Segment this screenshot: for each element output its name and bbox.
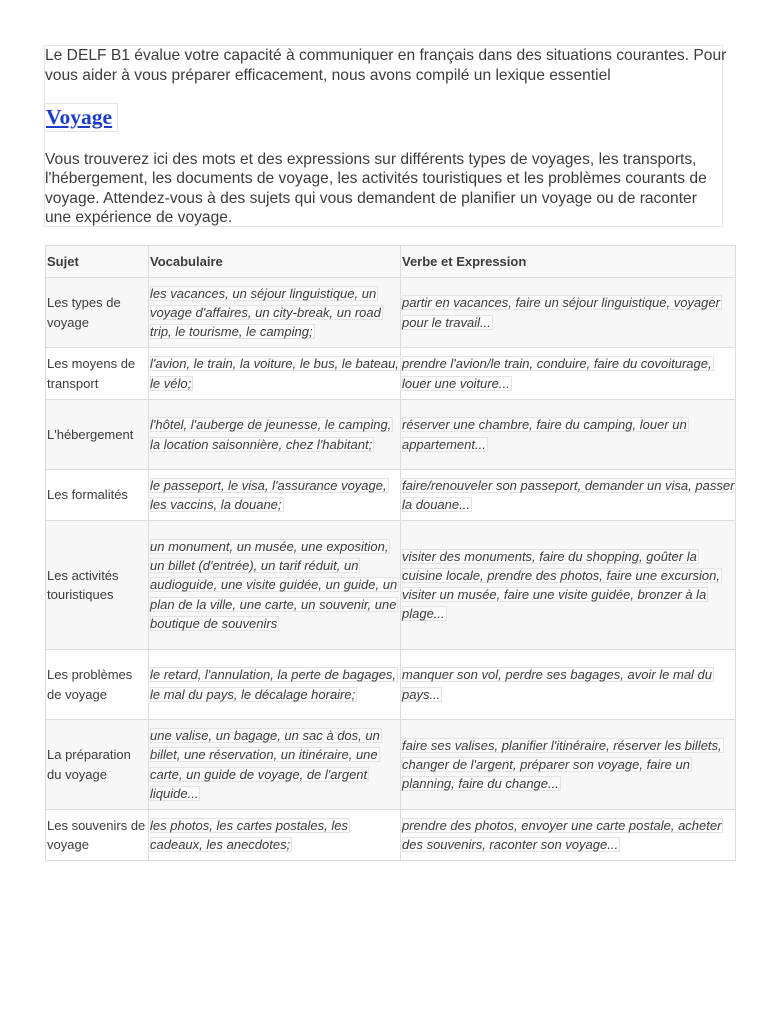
verbes-text: manquer son vol, perdre ses bagages, avoir le mal du pays... xyxy=(402,667,713,702)
cell-verbes xyxy=(401,720,736,810)
cell-verbes xyxy=(401,400,736,470)
header-sujet: Sujet xyxy=(46,246,149,278)
vocabulaire-text: l'hôtel, l'auberge de jeunesse, le camping, la location saisonnière, chez l'habitant; xyxy=(150,417,392,452)
table-row xyxy=(46,720,736,810)
table-row xyxy=(46,650,736,720)
vocabulaire-text: le retard, l'annulation, la perte de bagages, le mal du pays, le décalage horaire; xyxy=(150,667,397,702)
cell-sujet: Les moyens de transport xyxy=(46,348,149,400)
cell-sujet: Les activités touristiques xyxy=(46,521,149,650)
verbes-text: faire/renouveler son passeport, demander un visa, passer la douane... xyxy=(402,477,735,512)
cell-vocabulaire xyxy=(149,650,401,720)
cell-vocabulaire xyxy=(149,400,401,470)
vocabulaire-text: les photos, les cartes postales, les cadeaux, les anecdotes; xyxy=(150,817,348,852)
table-row xyxy=(46,470,736,521)
cell-verbes xyxy=(401,521,736,650)
cell-vocabulaire xyxy=(149,521,401,650)
cell-sujet: Les souvenirs de voyage xyxy=(46,810,149,861)
header-vocabulaire: Vocabulaire xyxy=(149,246,401,278)
vocabulaire-text: un monument, un musée, une exposition, un billet (d'entrée), un tarif réduit, un audioguide, une visite guidée, un guide, un plan de la ville, une carte, un souvenir, une boutique de souvenirs xyxy=(150,538,398,631)
verbes-text: partir en vacances, faire un séjour linguistique, voyager pour le travail... xyxy=(402,295,720,330)
cell-verbes xyxy=(401,470,736,521)
intro-paragraph: Le DELF B1 évalue votre capacité à communiquer en français dans des situations courantes. Pour vous aider à vous préparer efficacement, nous avons compilé un lexique essentiel xyxy=(45,47,727,84)
cell-verbes xyxy=(401,348,736,400)
vocabulaire-text: une valise, un bagage, un sac à dos, un billet, une réservation, un itinéraire, une carte, un guide de voyage, de l'argent liquide... xyxy=(150,728,380,801)
vocabulaire-text: l'avion, le train, la voiture, le bus, le bateau, le vélo; xyxy=(150,356,399,391)
table-row xyxy=(46,278,736,348)
verbes-text: faire ses valises, planifier l'itinéraire, réserver les billets, changer de l'argent, préparer son voyage, faire un planning, faire du change... xyxy=(402,737,722,792)
table-row xyxy=(46,400,736,470)
table-row xyxy=(46,810,736,861)
header-verbes: Verbe et Expression xyxy=(401,246,736,278)
cell-verbes xyxy=(401,810,736,861)
vocabulaire-text: le passeport, le visa, l'assurance voyage, les vaccins, la douane; xyxy=(150,477,387,512)
cell-vocabulaire xyxy=(149,720,401,810)
cell-vocabulaire xyxy=(149,278,401,348)
cell-sujet: Les formalités xyxy=(46,470,149,521)
cell-vocabulaire xyxy=(149,348,401,400)
section-heading-link[interactable]: Voyage xyxy=(46,105,113,129)
cell-sujet: La préparation du voyage xyxy=(46,720,149,810)
verbes-text: visiter des monuments, faire du shopping, goûter la cuisine locale, prendre des photos, faire une excursion, visiter un musée, faire une visite guidée, bronzer à la plage... xyxy=(402,548,720,622)
cell-sujet: L'hébergement xyxy=(46,400,149,470)
table-row xyxy=(46,348,736,400)
verbes-text: prendre l'avion/le train, conduire, faire du covoiturage, louer une voiture... xyxy=(402,356,712,391)
verbes-text: prendre des photos, envoyer une carte postale, acheter des souvenirs, raconter son voyage... xyxy=(402,817,722,852)
cell-verbes xyxy=(401,278,736,348)
vocabulary-table xyxy=(45,245,736,861)
cell-vocabulaire xyxy=(149,810,401,861)
cell-sujet: Les problèmes de voyage xyxy=(46,650,149,720)
verbes-text: réserver une chambre, faire du camping, louer un appartement... xyxy=(402,417,687,452)
table-header-row xyxy=(46,246,736,278)
section-description: Vous trouverez ici des mots et des expressions sur différents types de voyages, les transports, l'hébergement, les documents de voyage, les activités touristiques et les problèmes courants de voyage. Attendez-vous à des sujets qui vous demandent de planifier un voyage ou de raconter une expérience de voyage. xyxy=(45,151,707,227)
cell-vocabulaire xyxy=(149,470,401,521)
cell-sujet: Les types de voyage xyxy=(46,278,149,348)
cell-verbes xyxy=(401,650,736,720)
vocabulaire-text: les vacances, un séjour linguistique, un voyage d'affaires, un city-break, un road trip, le tourisme, le camping; xyxy=(150,285,381,340)
table-row xyxy=(46,521,736,650)
